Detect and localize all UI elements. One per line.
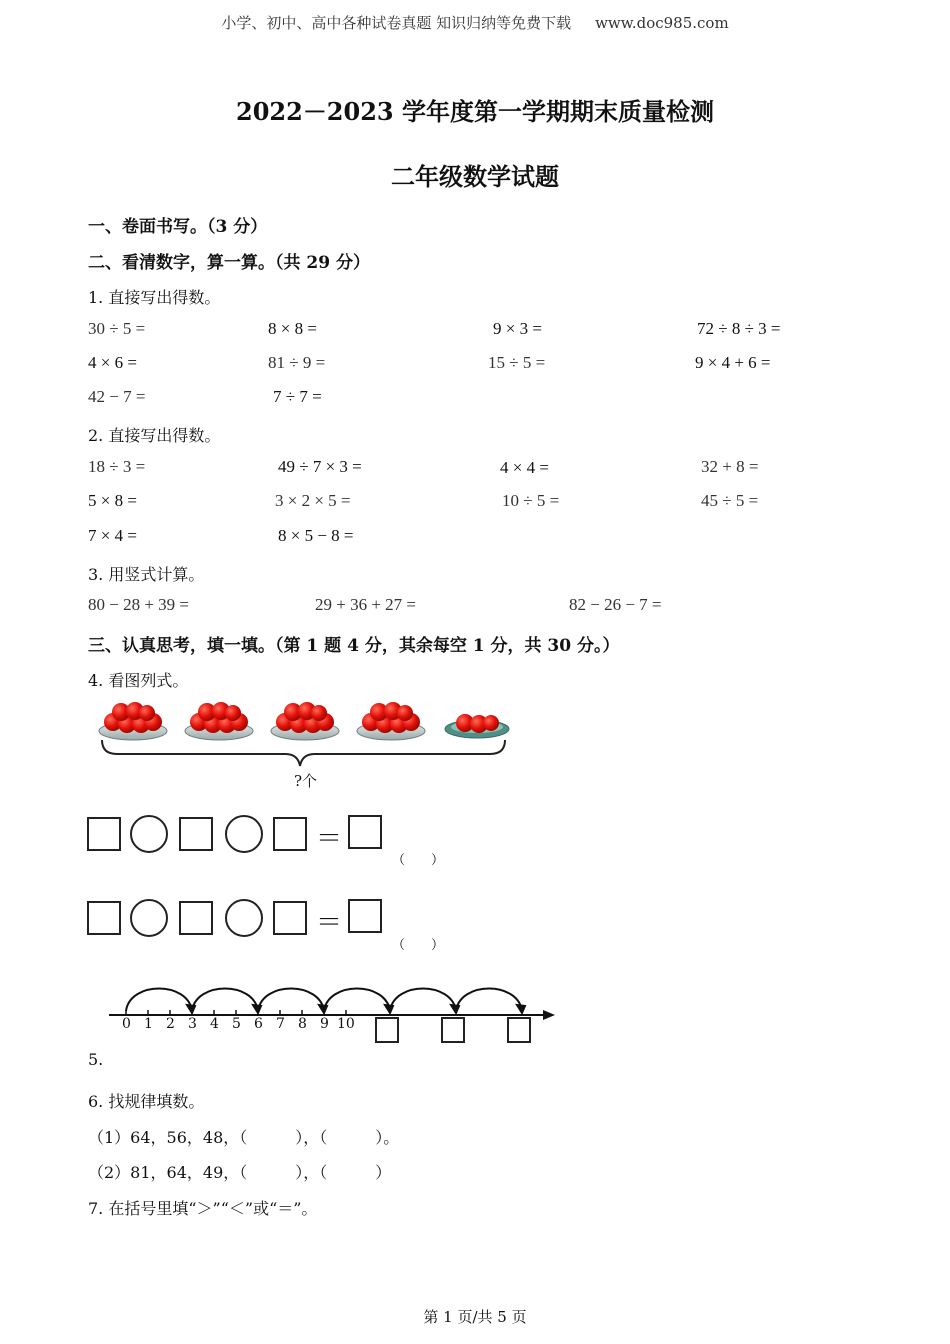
hop-arc	[390, 989, 456, 1012]
q2-item: 8 × 5 − 8 =	[278, 526, 354, 545]
q1-label: 1. 直接写出得数。	[88, 288, 221, 307]
plate-1	[99, 702, 167, 740]
answer-box[interactable]	[87, 817, 121, 851]
hop-arc	[258, 989, 324, 1012]
result-box[interactable]	[348, 899, 382, 933]
number-line-answer-box[interactable]	[375, 1017, 399, 1043]
q2-label: 2. 直接写出得数。	[88, 426, 221, 445]
exam-title: 2022－2023 学年度第一学期期末质量检测	[236, 97, 714, 126]
operator-circle[interactable]	[225, 899, 263, 937]
hop-arc	[126, 989, 192, 1012]
q1-item: 7 ÷ 7 =	[273, 387, 322, 406]
tick-label: 6	[254, 1016, 263, 1032]
answer-box[interactable]	[273, 817, 307, 851]
tick-label: 3	[188, 1016, 197, 1032]
q3-item: 80 − 28 + 39 =	[88, 595, 190, 614]
q1-item: 9 × 4 + 6 =	[695, 353, 771, 372]
q1-item: 8 × 8 =	[268, 319, 317, 338]
q2-item: 5 × 8 =	[88, 491, 137, 510]
operator-circle[interactable]	[130, 815, 168, 853]
q2-item: 10 ÷ 5 =	[502, 491, 560, 510]
hop-arrowhead	[517, 1005, 525, 1013]
plate-2	[185, 702, 253, 740]
q3-item: 82 − 26 − 7 =	[569, 595, 662, 614]
hop-arc	[324, 989, 390, 1012]
section-1-heading: 一、卷面书写。（3 分）	[88, 217, 268, 237]
q2-item: 7 × 4 =	[88, 526, 137, 545]
unit-paren[interactable]: （ ）	[392, 938, 445, 953]
equals-sign: ＝	[316, 824, 343, 854]
tick-label: 5	[232, 1016, 241, 1032]
q1-item: 9 × 3 =	[493, 319, 542, 338]
answer-box[interactable]	[179, 817, 213, 851]
page-header	[0, 12, 950, 33]
plate-4	[357, 702, 425, 740]
tick-label: 8	[298, 1016, 307, 1032]
q1-item: 42 − 7 =	[88, 387, 146, 406]
answer-box[interactable]	[273, 901, 307, 935]
exam-subtitle: 二年级数学试题	[391, 162, 559, 191]
q1-item: 30 ÷ 5 =	[88, 319, 146, 338]
header-site: www.doc985.com	[595, 14, 729, 32]
result-box[interactable]	[348, 815, 382, 849]
page-footer: 第 1 页/共 5 页	[423, 1308, 527, 1326]
hop-arc	[456, 989, 522, 1012]
tick-label: 4	[210, 1016, 219, 1032]
q1-item: 81 ÷ 9 =	[268, 353, 326, 372]
brace-label: ?个	[294, 772, 318, 790]
q2-item: 18 ÷ 3 =	[88, 457, 146, 476]
tick-label: 7	[276, 1016, 285, 1032]
plate-3	[271, 702, 339, 740]
answer-box[interactable]	[179, 901, 213, 935]
number-line-answer-box[interactable]	[441, 1017, 465, 1043]
q1-item: 72 ÷ 8 ÷ 3 =	[697, 319, 781, 338]
tick-label: 0	[122, 1016, 131, 1032]
equals-sign: ＝	[316, 908, 343, 938]
tick-label: 1	[144, 1016, 153, 1032]
curly-brace	[102, 740, 505, 766]
tick-label: 9	[320, 1016, 329, 1032]
number-line-answer-box[interactable]	[507, 1017, 531, 1043]
q5-label: 5.	[88, 1050, 104, 1069]
q3-label: 3. 用竖式计算。	[88, 565, 205, 584]
q6-label: 6. 找规律填数。	[88, 1092, 205, 1111]
answer-box[interactable]	[87, 901, 121, 935]
q2-item: 4 × 4 =	[500, 458, 549, 477]
plate-5	[445, 714, 509, 738]
header-text: 小学、初中、高中各种试卷真题 知识归纳等免费下载	[221, 14, 572, 32]
section-2-heading: 二、看清数字，算一算。（共 29 分）	[88, 253, 370, 273]
q1-item: 4 × 6 =	[88, 353, 137, 372]
unit-paren[interactable]: （ ）	[392, 853, 445, 868]
q6-row-1: （1）64，56，48，（ ），（ ）。	[88, 1128, 400, 1147]
q3-item: 29 + 36 + 27 =	[315, 595, 417, 614]
hop-arc	[192, 989, 258, 1012]
q6-row-2: （2）81，64，49，（ ），（ ）	[88, 1163, 392, 1182]
q4-label: 4. 看图列式。	[88, 671, 189, 690]
tick-label: 10	[337, 1016, 355, 1032]
q2-item: 3 × 2 × 5 =	[275, 491, 351, 510]
q2-item: 45 ÷ 5 =	[701, 491, 759, 510]
q2-item: 49 ÷ 7 × 3 =	[278, 457, 362, 476]
section-3-heading: 三、认真思考，填一填。（第 1 题 4 分，其余每空 1 分，共 30 分。）	[88, 636, 620, 656]
tick-label: 2	[166, 1016, 175, 1032]
operator-circle[interactable]	[130, 899, 168, 937]
q7-label: 7. 在括号里填“＞”“＜”或“＝”。	[88, 1199, 318, 1218]
operator-circle[interactable]	[225, 815, 263, 853]
q2-item: 32 + 8 =	[701, 457, 759, 476]
q1-item: 15 ÷ 5 =	[488, 353, 546, 372]
